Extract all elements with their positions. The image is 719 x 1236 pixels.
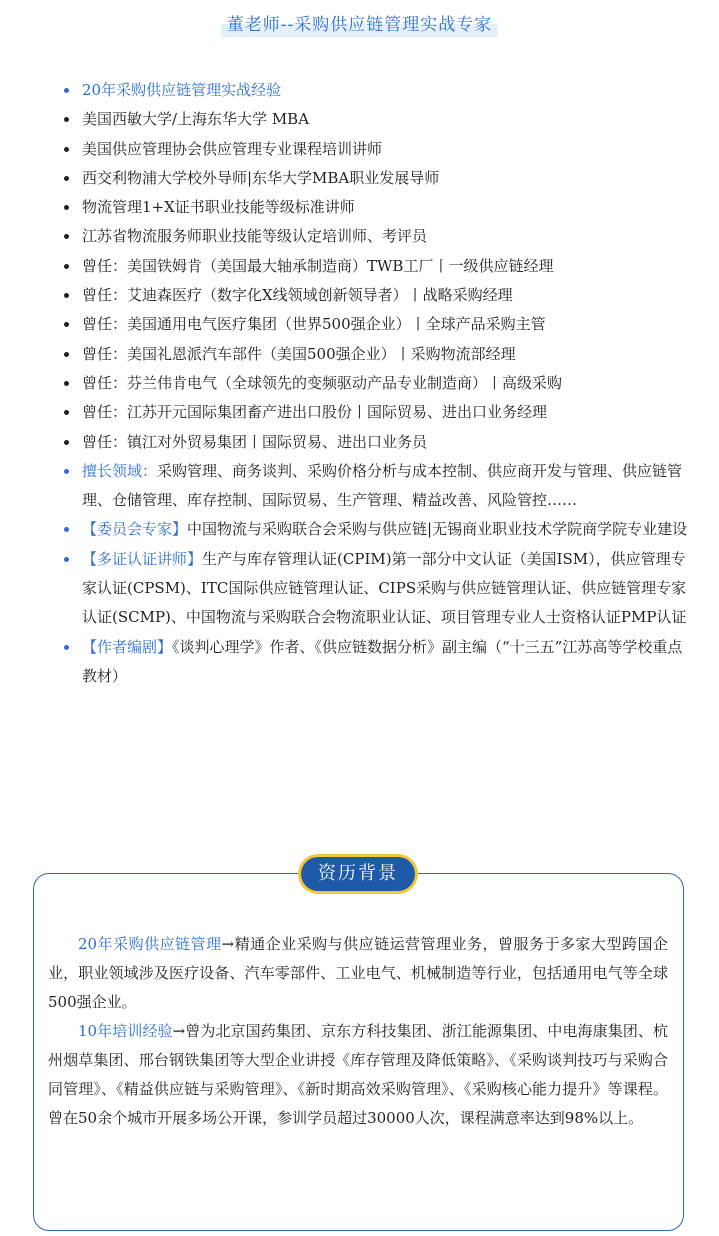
list-item-text: 曾任：江苏开元国际集团畜产进出口股份丨国际贸易、进出口业务经理 [82, 403, 548, 422]
list-item-text: 曾任：镇江对外贸易集团丨国际贸易、进出口业务员 [82, 432, 428, 451]
list-item [60, 398, 690, 427]
paragraph-lead: 10年培训经验 [78, 1022, 173, 1040]
list-item-lead: 【多证认证讲师】 [82, 549, 203, 568]
list-item-text: 物流管理1+X证书职业技能等级标准讲师 [82, 198, 355, 217]
list-item-lead: 【作者编剧】 [82, 637, 173, 656]
list-item [60, 222, 690, 251]
title-container [0, 8, 719, 37]
section-badge: 资历背景 [301, 857, 415, 891]
list-item [60, 135, 690, 164]
list-item-lead: 【委员会专家】 [82, 520, 188, 539]
list-item [60, 633, 690, 692]
list-item [60, 76, 690, 105]
list-item [60, 252, 690, 281]
list-item-text: 美国西敏大学/上海东华大学 MBA [82, 110, 310, 129]
paragraph-lead: 20年采购供应链管理 [78, 935, 222, 953]
list-item-text: 曾任：美国铁姆肯（美国最大轴承制造商）TWB工厂丨一级供应链经理 [82, 256, 554, 275]
list-item-text: 曾任：艾迪森医疗（数字化X线领域创新领导者）丨战略采购经理 [82, 286, 513, 305]
list-item [60, 515, 690, 544]
list-item [60, 545, 690, 633]
list-item-text: 美国供应管理协会供应管理专业课程培训讲师 [82, 139, 383, 158]
list-item [60, 105, 690, 134]
background-text [48, 930, 668, 1133]
list-item [60, 164, 690, 193]
list-item-lead: 擅长领域： [82, 461, 158, 480]
paragraph-text: →精通企业采购与供应链运营管理业务，曾服务于多家大型跨国企业，职业领域涉及医疗设备、汽车零部件、工业电气、机械制造等行业，包括通用电气等全球500强企业。 [48, 935, 668, 1011]
list-item-text: 曾任：芬兰伟肯电气（全球领先的变频驱动产品专业制造商）丨高级采购 [82, 373, 563, 392]
list-item [60, 281, 690, 310]
paragraph-text: →曾为北京国药集团、京东方科技集团、浙江能源集团、中电海康集团、杭州烟草集团、邢台钢铁集团等大型企业讲授《库存管理及降低策略》、《采购谈判技巧与采购合同管理》、《精益供应链与采购管理》、《新时期高效采购管理》、《采购核心能力提升》等课程。曾在50余个城市开展多场公开课，参训学员超过30000人次，课程满意率达到98%以上。 [48, 1022, 668, 1127]
list-item-text: 曾任：美国礼恩派汽车部件（美国500强企业）丨采购物流部经理 [82, 344, 516, 363]
list-item [60, 457, 690, 516]
list-item-text: 20年采购供应链管理实战经验 [82, 81, 282, 99]
list-item [60, 310, 690, 339]
background-paragraph [48, 1017, 668, 1133]
page-title: 董老师--采购供应链管理实战专家 [221, 8, 499, 37]
list-item-text: 《谈判心理学》作者、《供应链数据分析》副主编（“十三五”江苏高等学校重点教材） [82, 637, 683, 685]
credentials-list [60, 76, 690, 691]
list-item [60, 340, 690, 369]
list-item-text: 采购管理、商务谈判、采购价格分析与成本控制、供应商开发与管理、供应链管理、仓储管理、库存控制、国际贸易、生产管理、精益改善、风险管控…… [82, 461, 683, 510]
list-item [60, 193, 690, 222]
list-item-text: 生产与库存管理认证(CPIM)第一部分中文认证（美国ISM），供应管理专家认证(CPSM)、ITC国际供应链管理认证、CIPS采购与供应链管理认证、供应链管理专家认证(SCMP)、中国物流与采购联合会物流职业认证、项目管理专业人士资格认证PMP认证 [82, 549, 687, 627]
list-item [60, 428, 690, 457]
background-paragraph [48, 930, 668, 1017]
list-item-text: 中国物流与采购联合会采购与供应链|无锡商业职业技术学院商学院专业建设 [187, 520, 688, 539]
list-item-text: 西交利物浦大学校外导师|东华大学MBA职业发展导师 [82, 168, 440, 187]
list-item [60, 369, 690, 398]
list-item-text: 曾任：美国通用电气医疗集团（世界500强企业）丨全球产品采购主管 [82, 315, 546, 334]
list-item-text: 江苏省物流服务师职业技能等级认定培训师、考评员 [82, 227, 428, 246]
